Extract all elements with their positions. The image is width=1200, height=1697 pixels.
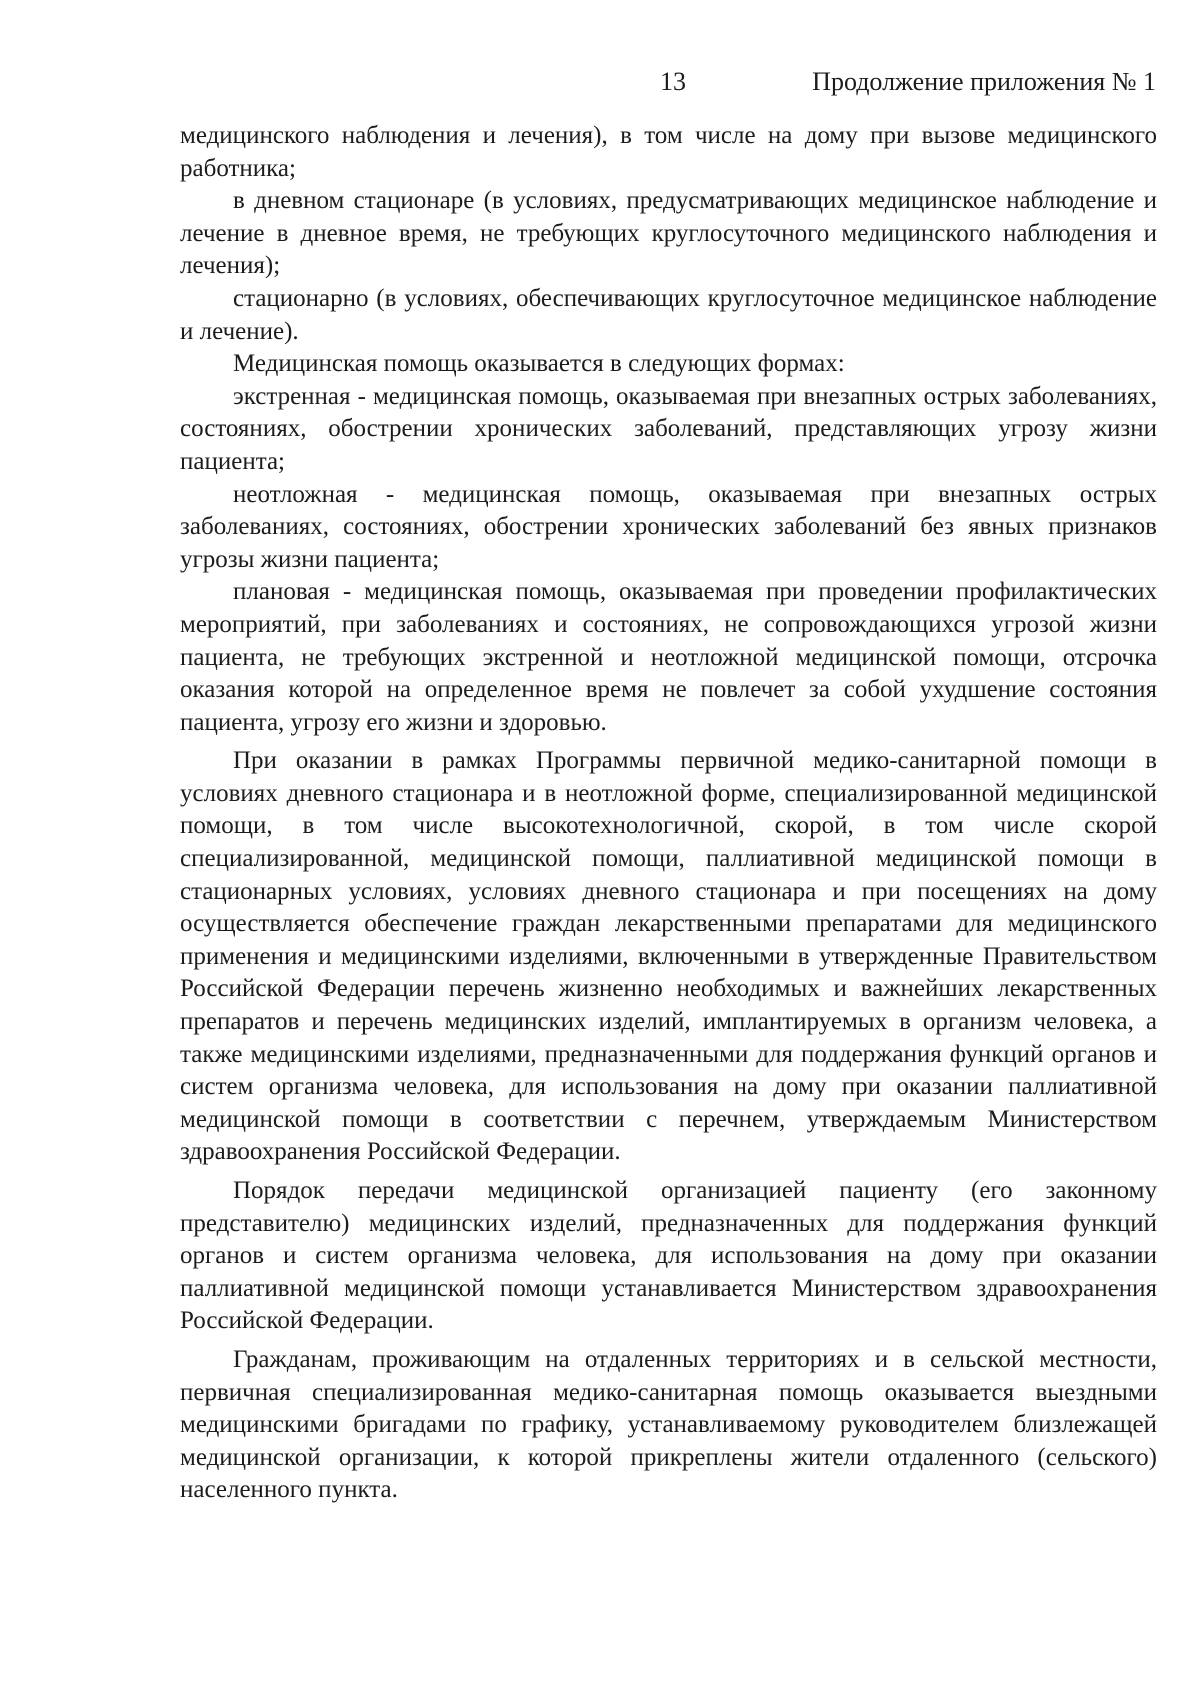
paragraph-device-transfer: Порядок передачи медицинской организацией пациенту (его законному представителю) медицинских изделий, предназначенных для поддержания функций органов и систем организма человека, для использования на дому при оказании паллиативной медицинской помощи устанавливается Министерством здравоохранения Российской Федерации.: [180, 1177, 1157, 1335]
page-number: 13: [660, 67, 686, 96]
document-body: [180, 120, 1157, 1507]
appendix-continuation-label: Продолжение приложения № 1: [812, 67, 1156, 96]
paragraph-inpatient: стационарно (в условиях, обеспечивающих круглосуточное медицинское наблюдение и лечение).: [180, 284, 1157, 345]
page-header: [0, 62, 1200, 102]
paragraph-rural-care: Гражданам, проживающим на отдаленных территориях и в сельской местности, первичная специализированная медико-санитарная помощь оказывается выездными медицинскими бригадами по графику, устанавливаемому руководителем близлежащей медицинской организации, к которой прикреплены жители отдаленного (сельского) населенного пункта.: [180, 1345, 1157, 1504]
paragraph-forms-intro: Медицинская помощь оказывается в следующих формах:: [233, 350, 845, 378]
paragraph-day-hospital: в дневном стационаре (в условиях, предусматривающих медицинское наблюдение и лечение в дневное время, не требующих круглосуточного медицинского наблюдения и лечения);: [180, 187, 1157, 280]
paragraph-planned-form: плановая - медицинская помощь, оказываемая при проведении профилактических мероприятий, при заболеваниях и состояниях, не сопровождающихся угрозой жизни пациента, не требующих экстренной и неотложной медицинской помощи, отсрочка оказания которой на определенное время не повлечет за собой ухудшение состояния пациента, угрозу его жизни и здоровью.: [180, 578, 1157, 736]
paragraph-emergency-form: экстренная - медицинская помощь, оказываемая при внезапных острых заболеваниях, состояниях, обострении хронических заболеваний, представляющих угрозу жизни пациента;: [180, 382, 1157, 475]
paragraph-drug-provision: При оказании в рамках Программы первичной медико-санитарной помощи в условиях дневного стационара и в неотложной форме, специализированной медицинской помощи, в том числе высокотехнологичной, скорой, в том числе скорой специализированной, медицинской помощи, паллиативной медицинской помощи в стационарных условиях, условиях дневного стационара и при посещениях на дому осуществляется обеспечение граждан лекарственными препаратами для медицинского применения и медицинскими изделиями, включенными в утвержденные Правительством Российской Федерации перечень жизненно необходимых и важнейших лекарственных препаратов и перечень медицинских изделий, имплантируемых в организм человека, а также медицинскими изделиями, предназначенными для поддержания функций органов и систем организма человека, для использования на дому при оказании паллиативной медицинской помощи в соответствии с перечнем, утверждаемым Министерством здравоохранения Российской Федерации.: [180, 747, 1157, 1166]
paragraph-continuation: медицинского наблюдения и лечения), в том числе на дому при вызове медицинского работника;: [180, 122, 1157, 182]
paragraph-urgent-form: неотложная - медицинская помощь, оказываемая при внезапных острых заболеваниях, состояниях, обострении хронических заболеваний без явных признаков угрозы жизни пациента;: [180, 480, 1157, 573]
